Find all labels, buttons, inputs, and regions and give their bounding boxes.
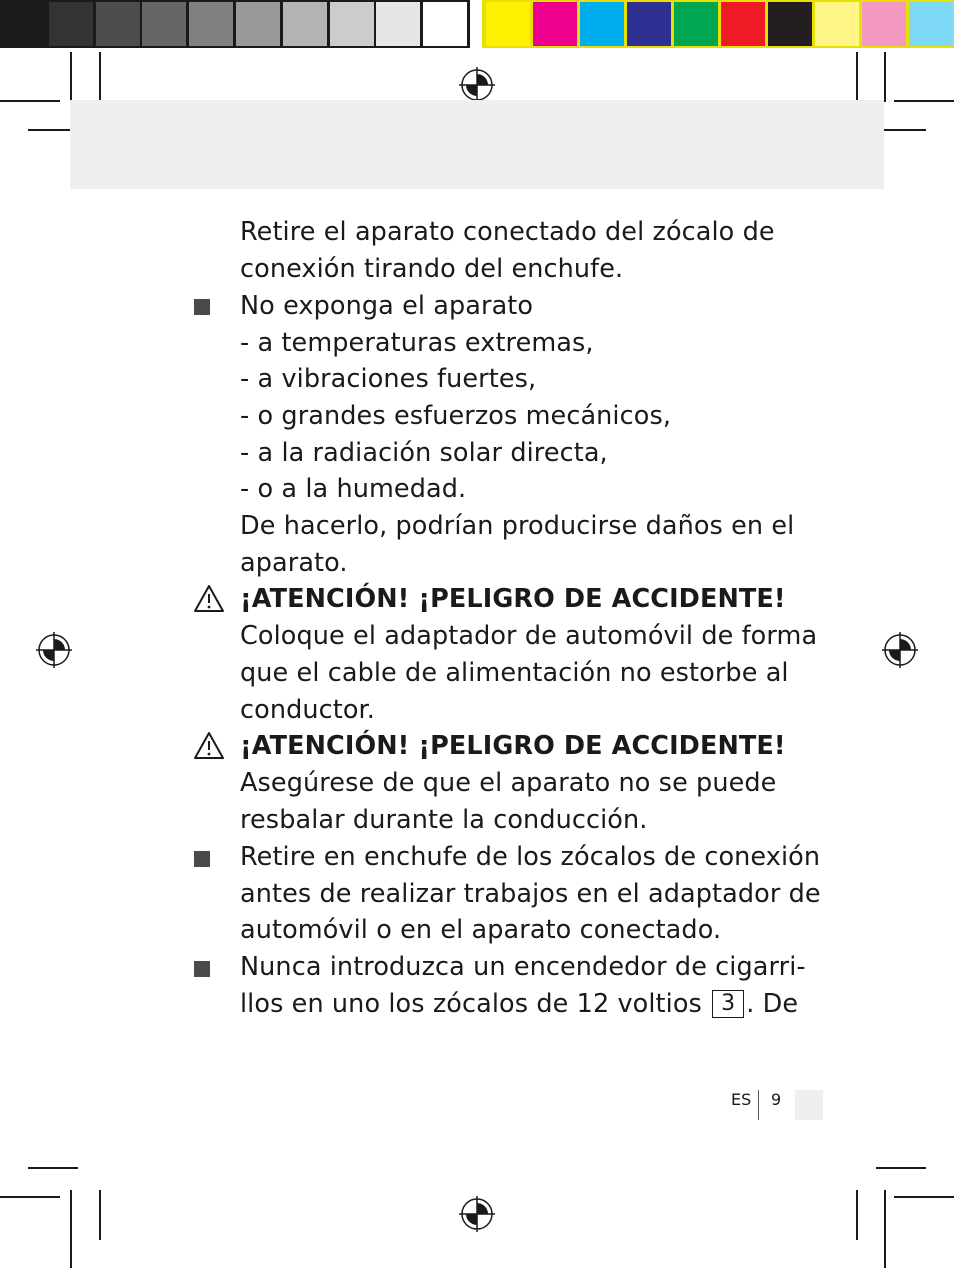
text-line: - a temperaturas extremas, <box>240 328 594 358</box>
color-swatch <box>627 2 671 46</box>
text-line <box>240 986 798 1023</box>
warning-title: ¡ATENCIÓN! ¡PELIGRO DE ACCIDENTE! <box>240 731 786 761</box>
text-line: conductor. <box>240 695 375 725</box>
text-line: - a la radiación solar directa, <box>240 438 608 468</box>
header-band <box>70 100 884 189</box>
gray-swatch <box>376 2 420 46</box>
color-swatch <box>580 2 624 46</box>
registration-mark-icon <box>880 630 920 670</box>
footer-divider <box>758 1090 759 1120</box>
gray-swatch <box>283 2 327 46</box>
color-swatch <box>815 2 859 46</box>
text-line: conexión tirando del enchufe. <box>240 254 624 284</box>
text-line: De hacerlo, podrían producirse daños en el <box>240 511 795 541</box>
text-line: aparato. <box>240 548 348 578</box>
square-bullet-icon <box>194 961 210 977</box>
registration-mark-icon <box>457 65 497 105</box>
text-line: - o grandes esfuerzos mecánicos, <box>240 401 672 431</box>
text-line: automóvil o en el aparato conectado. <box>240 915 722 945</box>
color-swatch <box>486 2 530 46</box>
warning-title: ¡ATENCIÓN! ¡PELIGRO DE ACCIDENTE! <box>240 584 786 614</box>
text-line: - a vibraciones fuertes, <box>240 364 537 394</box>
text-line: No exponga el aparato <box>240 291 534 321</box>
text-line: Retire el aparato conectado del zócalo de <box>240 217 775 247</box>
color-swatch <box>721 2 765 46</box>
text-line: - o a la humedad. <box>240 474 467 504</box>
color-swatch <box>674 2 718 46</box>
gray-swatch <box>236 2 280 46</box>
color-swatch <box>533 2 577 46</box>
gray-swatch <box>96 2 140 46</box>
registration-mark-icon <box>34 630 74 670</box>
text-line: Nunca introduzca un encendedor de cigarri- <box>240 952 806 982</box>
color-swatch <box>862 2 906 46</box>
grayscale-calibration-bar <box>0 0 470 48</box>
text-line: Retire en enchufe de los zócalos de conexión <box>240 842 821 872</box>
color-swatch <box>768 2 812 46</box>
warning-triangle-icon <box>193 731 225 761</box>
text-line: Coloque el adaptador de automóvil de forma <box>240 621 818 651</box>
gray-swatch <box>142 2 186 46</box>
text-segment: llos en uno los zócalos de 12 voltios <box>240 989 702 1019</box>
gray-swatch <box>423 2 467 46</box>
gray-swatch <box>189 2 233 46</box>
gray-swatch <box>330 2 374 46</box>
footer-tab <box>795 1090 823 1120</box>
warning-triangle-icon <box>193 584 225 614</box>
text-line: que el cable de alimentación no estorbe al <box>240 658 789 688</box>
footer-language: ES <box>731 1090 752 1109</box>
square-bullet-icon <box>194 851 210 867</box>
text-line: antes de realizar trabajos en el adaptador de <box>240 879 821 909</box>
text-segment: . De <box>746 989 799 1019</box>
gray-swatch <box>49 2 93 46</box>
page-number: 9 <box>771 1090 782 1109</box>
color-calibration-bar <box>482 0 954 48</box>
square-bullet-icon <box>194 299 210 315</box>
color-swatch <box>909 2 953 46</box>
text-line: resbalar durante la conducción. <box>240 805 648 835</box>
gray-swatch <box>2 2 46 46</box>
text-line: Asegúrese de que el aparato no se puede <box>240 768 777 798</box>
registration-mark-icon <box>457 1194 497 1234</box>
component-reference-box: 3 <box>712 990 744 1018</box>
